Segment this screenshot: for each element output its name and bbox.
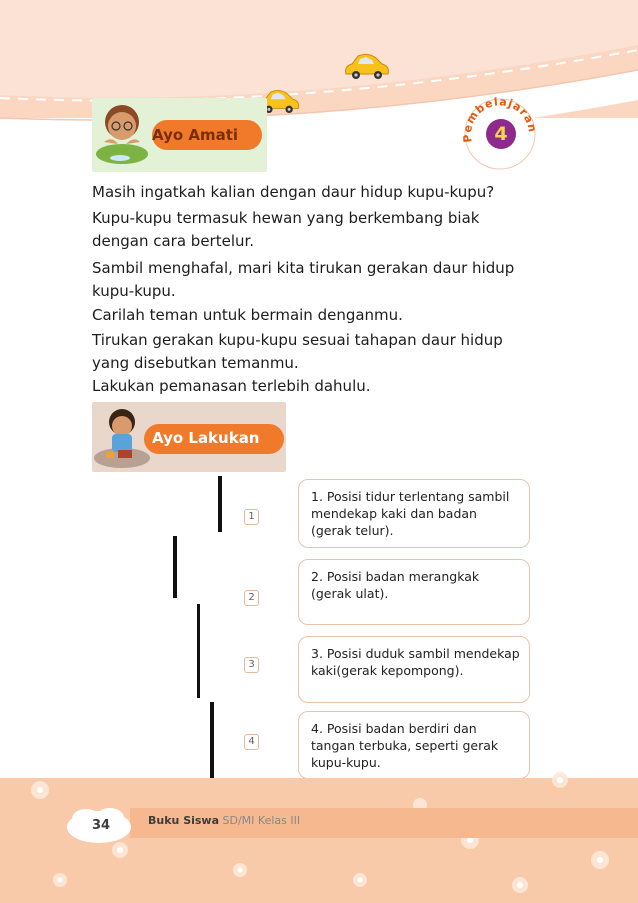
paragraph-1: Masih ingatkah kalian dengan daur hidup kupu-kupu?	[92, 183, 495, 201]
step-text-4: 4. Posisi badan berdiri dan tangan terbuka, seperti gerak kupu-kupu.	[311, 721, 499, 770]
step-number-3: 3	[244, 657, 259, 673]
step-text-1: 1. Posisi tidur terlentang sambil mendekap kaki dan badan (gerak telur).	[311, 489, 510, 538]
pose-image-2	[150, 536, 236, 598]
car-icon	[342, 52, 392, 82]
step-text-2: 2. Posisi badan merangkak (gerak ulat).	[311, 569, 480, 601]
step-number-4: 4	[244, 734, 259, 750]
ayo-lakukan-banner	[92, 402, 286, 472]
step-box-3	[298, 636, 530, 703]
book-title	[148, 814, 300, 827]
pose-line-2	[173, 536, 177, 598]
step-number-1: 1	[244, 509, 259, 525]
ayo-amati-banner	[92, 98, 267, 172]
page-number: 34	[92, 818, 111, 833]
book-title-light: SD/MI Kelas III	[219, 814, 301, 827]
paragraph-2: Kupu-kupu termasuk hewan yang berkembang biak dengan cara bertelur.	[92, 209, 480, 250]
lesson-number: 4	[486, 119, 516, 149]
book-title-bold: Buku Siswa	[148, 814, 220, 827]
step-number-2: 2	[244, 590, 259, 606]
paragraph-4: Carilah teman untuk bermain denganmu.	[92, 306, 403, 324]
step-box-1	[298, 479, 530, 548]
pose-image-1	[155, 476, 239, 532]
ayo-lakukan-label: Ayo Lakukan	[152, 429, 260, 447]
paragraph-3: Sambil menghafal, mari kita tirukan gerakan daur hidup kupu-kupu.	[92, 259, 515, 300]
pose-line-3	[197, 604, 200, 698]
step-text-3: 3. Posisi duduk sambil mendekap kaki(gerak kepompong).	[311, 646, 520, 678]
step-box-2	[298, 559, 530, 625]
pose-line-1	[218, 476, 222, 532]
badge-text: Pembelajaran	[460, 95, 540, 144]
paragraph-6: Lakukan pemanasan terlebih dahulu.	[92, 377, 371, 395]
paragraph-5: Tirukan gerakan kupu-kupu sesuai tahapan daur hidup yang disebutkan temanmu.	[92, 331, 503, 372]
ayo-amati-label: Ayo Amati	[152, 126, 239, 144]
